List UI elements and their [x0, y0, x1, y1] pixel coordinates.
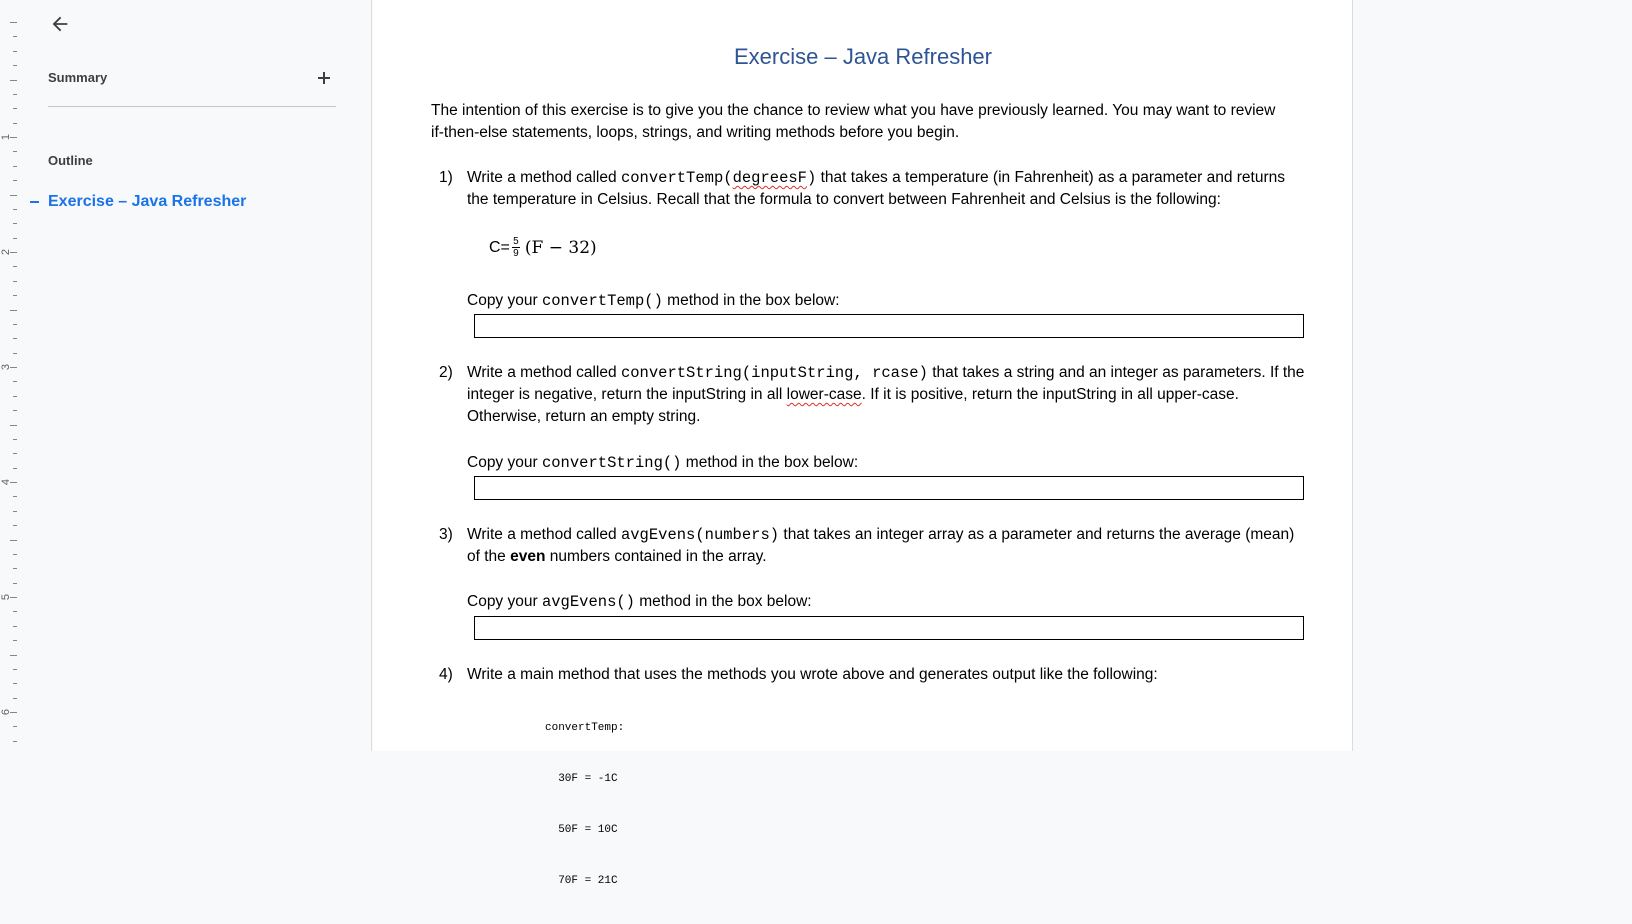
- copy-post: method in the box below:: [634, 593, 812, 610]
- ruler-tick: [13, 238, 17, 239]
- summary-label: Summary: [48, 70, 108, 85]
- vertical-ruler: [0, 0, 20, 751]
- ruler-tick: [13, 65, 17, 66]
- ruler-tick: [13, 295, 17, 296]
- summary-row: [48, 66, 336, 90]
- q1-answer-box[interactable]: [474, 314, 1304, 338]
- q1-code-open: convertTemp(: [620, 169, 733, 187]
- copy-pre: Copy your: [467, 454, 542, 471]
- q3-copy-label: [467, 593, 812, 611]
- ruler-tick: [13, 741, 17, 742]
- ruler-tick: [10, 540, 17, 541]
- q2-copy-label: [467, 454, 858, 472]
- q2-text-pre: Write a method called: [467, 364, 621, 381]
- sidebar-divider: [48, 106, 336, 107]
- sample-output-block: [545, 686, 624, 924]
- ruler-tick: [13, 396, 17, 397]
- ruler-tick: [10, 80, 17, 81]
- q2-spellcheck-word: lower-case: [786, 386, 862, 403]
- back-arrow-icon[interactable]: [44, 8, 76, 40]
- ruler-tick: [13, 123, 17, 124]
- ruler-number: 3: [0, 363, 12, 371]
- ruler-tick: [13, 568, 17, 569]
- ruler-tick: [13, 281, 17, 282]
- output-line: 30F = -1C: [545, 773, 618, 785]
- document-outline-sidebar: [20, 0, 372, 751]
- celsius-formula: [489, 236, 597, 259]
- outline-active-dash: [30, 201, 39, 203]
- ruler-tick: [13, 209, 17, 210]
- copy-code: avgEvens(): [541, 593, 635, 611]
- ruler-tick: [13, 266, 17, 267]
- ruler-tick: [10, 655, 17, 656]
- ruler-tick: [13, 683, 17, 684]
- ruler-tick: [13, 698, 17, 699]
- q1-text-pre: Write a method called: [467, 169, 621, 186]
- ruler-tick: [13, 511, 17, 512]
- ruler-number: 4: [0, 478, 12, 486]
- q1-copy-label: [467, 292, 840, 310]
- outline-label: Outline: [48, 153, 93, 168]
- ruler-tick: [13, 439, 17, 440]
- add-summary-plus-icon[interactable]: [312, 66, 336, 90]
- ruler-tick: [13, 36, 17, 37]
- ruler-tick: [13, 626, 17, 627]
- output-line: 50F = 10C: [545, 824, 618, 836]
- ruler-tick: [13, 51, 17, 52]
- q3-text-mid: that takes an integer array as a parameter and returns the average (mean) of the: [467, 526, 1295, 565]
- output-line: 70F = 21C: [545, 875, 618, 887]
- ruler-number: 1: [0, 133, 12, 141]
- document-title: Exercise – Java Refresher: [734, 44, 992, 69]
- copy-code: convertTemp(): [541, 292, 663, 310]
- copy-pre: Copy your: [467, 292, 542, 309]
- ruler-tick: [13, 583, 17, 584]
- question-number: 1): [439, 169, 453, 186]
- q3-bold-word: even: [510, 548, 546, 565]
- q2-answer-box[interactable]: [474, 476, 1304, 500]
- q3-answer-box[interactable]: [474, 616, 1304, 640]
- formula-expression: (F − 32): [524, 237, 597, 258]
- question-number: 3): [439, 526, 453, 543]
- ruler-tick: [10, 22, 17, 23]
- question-2-text: [467, 362, 1307, 428]
- formula-fraction: [512, 236, 520, 259]
- ruler-tick: [13, 353, 17, 354]
- ruler-tick: [13, 410, 17, 411]
- question-1-text: [467, 167, 1307, 211]
- ruler-tick: [13, 611, 17, 612]
- outline-item-label: Exercise – Java Refresher: [48, 193, 247, 210]
- fraction-numerator: 5: [513, 236, 519, 247]
- ruler-tick: [13, 453, 17, 454]
- copy-post: method in the box below:: [681, 454, 859, 471]
- ruler-tick: [13, 726, 17, 727]
- q2-text-post: . If it is positive, return the inputString in all upper-case. Otherwise, return an empty string.: [467, 386, 1239, 425]
- q3-code: avgEvens(numbers): [620, 526, 780, 544]
- output-line: convertTemp:: [545, 722, 625, 734]
- ruler-tick: [13, 166, 17, 167]
- fraction-denominator: 9: [513, 248, 519, 259]
- ruler-tick: [13, 180, 17, 181]
- outline-item-exercise-java-refresher[interactable]: [30, 193, 246, 211]
- ruler-tick: [10, 425, 17, 426]
- ruler-tick: [13, 223, 17, 224]
- ruler-tick: [10, 310, 17, 311]
- ruler-tick: [13, 554, 17, 555]
- ruler-tick: [13, 669, 17, 670]
- copy-post: method in the box below:: [662, 292, 840, 309]
- ruler-tick: [13, 338, 17, 339]
- q1-code-param: degreesF: [732, 169, 807, 187]
- copy-pre: Copy your: [467, 593, 542, 610]
- copy-code: convertString(): [541, 454, 682, 472]
- ruler-tick: [13, 108, 17, 109]
- ruler-tick: [10, 195, 17, 196]
- document-page[interactable]: [373, 0, 1353, 887]
- ruler-tick: [13, 640, 17, 641]
- ruler-tick: [13, 94, 17, 95]
- q1-text-post: that takes a temperature (in Fahrenheit) as a parameter and returns the temperature in Celsius. Recall that the formula to convert between Fahrenheit and Celsius is the following:: [467, 169, 1285, 208]
- q1-code-close: ): [806, 169, 817, 187]
- ruler-number: 5: [0, 593, 12, 601]
- ruler-tick: [13, 496, 17, 497]
- question-number: 2): [439, 364, 453, 381]
- q3-text-pre: Write a method called: [467, 526, 621, 543]
- ruler-tick: [13, 525, 17, 526]
- ruler-number: 2: [0, 248, 12, 256]
- question-number: 4): [439, 666, 453, 683]
- intro-paragraph: The intention of this exercise is to give you the chance to review what you have previously learned. You may want to review if-then-else statements, loops, strings, and writing methods before you begin.: [431, 102, 1276, 141]
- question-3-text: [467, 524, 1307, 568]
- ruler-tick: [13, 324, 17, 325]
- ruler-tick: [13, 468, 17, 469]
- q3-text-post: numbers contained in the array.: [545, 548, 767, 565]
- ruler-tick: [13, 151, 17, 152]
- ruler-number: 6: [0, 708, 12, 716]
- question-4-text: Write a main method that uses the methods you wrote above and generates output like the following:: [467, 666, 1158, 683]
- formula-c: C=: [489, 238, 510, 256]
- q2-code: convertString(inputString, rcase): [620, 364, 928, 382]
- q2-text-mid: that takes a string and an integer as parameters. If the integer is negative, return the inputString in all: [467, 364, 1305, 403]
- ruler-tick: [13, 381, 17, 382]
